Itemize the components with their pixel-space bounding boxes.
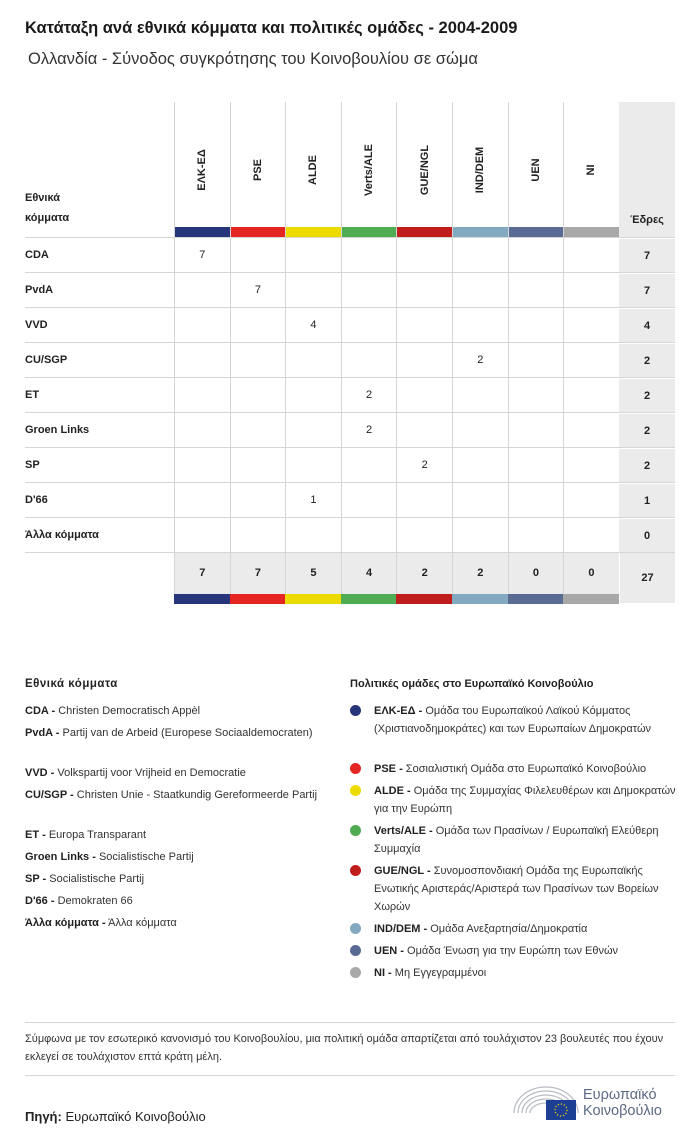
seat-cell bbox=[230, 378, 286, 413]
group-full-name: Συνομοσπονδιακή Ομάδα της Ευρωπαϊκής Ενωτικής Αριστεράς/Αριστερά των Πρασίνων των Βορείων Χωρών bbox=[374, 865, 659, 913]
totals-row bbox=[25, 552, 675, 603]
seat-cell bbox=[508, 378, 564, 413]
group-color-bar bbox=[341, 594, 397, 604]
seat-cell bbox=[452, 448, 508, 483]
group-color-dot-icon bbox=[350, 865, 361, 876]
seat-cell bbox=[508, 483, 564, 518]
seat-cell bbox=[508, 273, 564, 308]
seat-cell: 7 bbox=[230, 273, 286, 308]
row-total: 2 bbox=[619, 378, 675, 413]
group-full-name: Ομάδα του Ευρωπαϊκού Λαϊκού Κόμματος (Χριστιανοδημοκράτες) και των Ευρωπαίων Δημοκρατών bbox=[374, 705, 652, 735]
group-column-header bbox=[396, 102, 452, 237]
seat-cell: 4 bbox=[285, 308, 341, 343]
group-legend-item bbox=[374, 702, 679, 738]
group-total: 2 bbox=[452, 553, 508, 594]
group-total: 7 bbox=[230, 553, 286, 594]
group-abbr: ΕΛΚ-ΕΔ - bbox=[374, 705, 423, 717]
seat-cell bbox=[508, 518, 564, 553]
seat-cell bbox=[508, 308, 564, 343]
party-name: ET bbox=[25, 389, 40, 401]
seat-cell bbox=[230, 413, 286, 448]
seat-cell: 2 bbox=[396, 448, 452, 483]
seat-cell bbox=[341, 308, 397, 343]
group-label: ALDE bbox=[307, 155, 320, 185]
table-row bbox=[25, 342, 675, 377]
party-abbr: PvdA - bbox=[25, 727, 60, 739]
group-label: UEN bbox=[529, 158, 542, 182]
group-label: PSE bbox=[251, 158, 264, 182]
group-total: 4 bbox=[341, 553, 397, 594]
seat-cell bbox=[285, 518, 341, 553]
seat-cell bbox=[452, 308, 508, 343]
group-full-name: Ομάδα των Πρασίνων / Ευρωπαϊκή Ελεύθερη Συμμαχία bbox=[374, 825, 659, 855]
group-legend-item bbox=[374, 862, 679, 916]
seat-cell bbox=[341, 448, 397, 483]
source-value: Ευρωπαϊκό Κοινοβούλιο bbox=[65, 1109, 206, 1124]
seat-cell bbox=[508, 413, 564, 448]
row-total: 2 bbox=[619, 343, 675, 378]
seat-cell bbox=[230, 518, 286, 553]
groups-legend-heading: Πολιτικές ομάδες στο Ευρωπαϊκό Κοινοβούλιο bbox=[350, 678, 594, 690]
seats-header: Έδρες bbox=[630, 214, 664, 226]
seat-cell bbox=[452, 413, 508, 448]
seat-cell bbox=[396, 238, 452, 273]
seat-cell bbox=[396, 343, 452, 378]
party-abbr: Groen Links - bbox=[25, 851, 96, 863]
group-color-bar bbox=[509, 227, 564, 237]
page-subtitle: Ολλανδία - Σύνοδος συγκρότησης του Κοινοβουλίου σε σώμα bbox=[28, 50, 478, 68]
seat-cell bbox=[174, 518, 230, 553]
party-full-name: Christen Democratisch Appèl bbox=[58, 705, 201, 717]
seat-cell bbox=[285, 273, 341, 308]
seat-cell bbox=[174, 378, 230, 413]
group-column-header bbox=[508, 102, 564, 237]
seat-cell bbox=[396, 308, 452, 343]
group-color-dot-icon bbox=[350, 967, 361, 978]
party-name: PvdA bbox=[25, 284, 54, 296]
seat-cell bbox=[396, 378, 452, 413]
seat-cell bbox=[452, 378, 508, 413]
party-full-name: Socialistische Partij bbox=[49, 873, 145, 885]
seat-cell bbox=[396, 413, 452, 448]
seat-cell bbox=[285, 343, 341, 378]
table-row bbox=[25, 412, 675, 447]
seat-cell bbox=[563, 413, 619, 448]
seat-cell bbox=[396, 518, 452, 553]
seat-cell bbox=[174, 273, 230, 308]
group-full-name: Μη Εγγεγραμμένοι bbox=[394, 967, 487, 979]
group-color-bar bbox=[453, 227, 508, 237]
party-full-name: Europa Transparant bbox=[48, 829, 147, 841]
group-column-header bbox=[285, 102, 341, 237]
row-total: 0 bbox=[619, 518, 675, 553]
table-row bbox=[25, 237, 675, 272]
seat-cell: 2 bbox=[341, 413, 397, 448]
group-total: 0 bbox=[563, 553, 619, 594]
divider bbox=[25, 1022, 675, 1023]
party-abbr: CDA - bbox=[25, 705, 56, 717]
seat-cell bbox=[341, 483, 397, 518]
seat-cell bbox=[563, 483, 619, 518]
seat-cell bbox=[396, 273, 452, 308]
seat-cell bbox=[174, 448, 230, 483]
row-total: 4 bbox=[619, 308, 675, 343]
party-legend-item bbox=[25, 764, 325, 782]
group-abbr: NI - bbox=[374, 967, 392, 979]
party-name: Άλλα κόμματα bbox=[25, 529, 99, 541]
group-color-dot-icon bbox=[350, 785, 361, 796]
group-column-header bbox=[230, 102, 286, 237]
group-abbr: IND/DEM - bbox=[374, 923, 428, 935]
party-legend-item bbox=[25, 826, 325, 844]
seat-cell: 7 bbox=[174, 238, 230, 273]
party-abbr: ET - bbox=[25, 829, 46, 841]
seat-cell bbox=[174, 343, 230, 378]
group-color-bar bbox=[175, 227, 230, 237]
national-parties-header: Εθνικά κόμματα bbox=[25, 192, 70, 224]
group-legend-item bbox=[374, 822, 679, 858]
seat-cell bbox=[563, 273, 619, 308]
seat-cell bbox=[563, 378, 619, 413]
party-abbr: Άλλα κόμματα - bbox=[25, 917, 106, 929]
group-color-bar bbox=[342, 227, 397, 237]
group-legend-item bbox=[374, 942, 679, 960]
seat-cell bbox=[230, 238, 286, 273]
group-label: IND/DEM bbox=[474, 146, 487, 194]
grand-total: 27 bbox=[619, 553, 675, 604]
party-full-name: Volkspartij voor Vrijheid en Democratie bbox=[57, 767, 246, 779]
party-legend-item bbox=[25, 724, 325, 742]
seat-cell bbox=[341, 273, 397, 308]
group-legend-item bbox=[374, 964, 679, 982]
group-color-bar bbox=[230, 594, 286, 604]
footnote: Σύμφωνα με τον εσωτερικό κανονισμό του Κοινοβουλίου, μια πολιτική ομάδα απαρτίζεται από τουλάχιστον 23 βουλευτές που έχουν εκλεγεί σε τουλάχιστον επτά κράτη μέλη. bbox=[25, 1033, 664, 1063]
seat-cell bbox=[563, 238, 619, 273]
party-full-name: Partij van de Arbeid (Europese Sociaaldemocraten) bbox=[62, 727, 313, 739]
group-abbr: Verts/ALE - bbox=[374, 825, 433, 837]
party-abbr: VVD - bbox=[25, 767, 55, 779]
group-color-bar bbox=[564, 227, 619, 237]
seat-cell bbox=[341, 238, 397, 273]
group-total: 5 bbox=[285, 553, 341, 594]
party-abbr: SP - bbox=[25, 873, 47, 885]
seat-cell bbox=[285, 413, 341, 448]
logo-text: Ευρωπαϊκό Κοινοβούλιο bbox=[583, 1087, 662, 1119]
party-abbr: CU/SGP - bbox=[25, 789, 74, 801]
group-full-name: Ομάδα της Συμμαχίας Φιλελευθέρων και Δημοκρατών για την Ευρώπη bbox=[374, 785, 676, 815]
group-label: Verts/ALE bbox=[363, 144, 376, 196]
seat-cell bbox=[174, 413, 230, 448]
group-legend-item bbox=[374, 760, 679, 778]
group-label: ΕΛΚ-ΕΔ bbox=[196, 149, 209, 191]
group-abbr: GUE/NGL - bbox=[374, 865, 431, 877]
seat-cell bbox=[563, 308, 619, 343]
national-parties-legend-heading: Εθνικά κόμματα bbox=[25, 678, 118, 690]
group-color-bar bbox=[286, 227, 341, 237]
group-full-name: Ομάδα Ανεξαρτησία/Δημοκρατία bbox=[430, 923, 588, 935]
seat-cell bbox=[452, 483, 508, 518]
group-color-dot-icon bbox=[350, 923, 361, 934]
party-name: CDA bbox=[25, 249, 49, 261]
row-total: 1 bbox=[619, 483, 675, 518]
group-full-name: Σοσιαλιστική Ομάδα στο Ευρωπαϊκό Κοινοβούλιο bbox=[405, 763, 647, 775]
group-abbr: ALDE - bbox=[374, 785, 411, 797]
group-abbr: UEN - bbox=[374, 945, 404, 957]
table-row bbox=[25, 377, 675, 412]
group-column-header bbox=[563, 102, 619, 237]
seat-cell bbox=[174, 308, 230, 343]
page-title: Κατάταξη ανά εθνικά κόμματα και πολιτικές ομάδες - 2004-2009 bbox=[25, 19, 518, 37]
seat-cell bbox=[452, 238, 508, 273]
party-full-name: Socialistische Partij bbox=[98, 851, 194, 863]
table-row bbox=[25, 482, 675, 517]
group-color-dot-icon bbox=[350, 705, 361, 716]
group-legend-item bbox=[374, 782, 679, 818]
table-row bbox=[25, 272, 675, 307]
party-full-name: Άλλα κόμματα bbox=[108, 917, 177, 929]
party-legend-item bbox=[25, 786, 325, 804]
row-total: 7 bbox=[619, 273, 675, 308]
seat-cell: 2 bbox=[341, 378, 397, 413]
source bbox=[25, 1109, 206, 1124]
group-color-bar bbox=[563, 594, 619, 604]
seat-cell bbox=[508, 343, 564, 378]
table-row bbox=[25, 517, 675, 552]
group-color-bar bbox=[452, 594, 508, 604]
group-color-bar bbox=[508, 594, 564, 604]
seat-cell bbox=[285, 378, 341, 413]
divider bbox=[25, 1075, 675, 1076]
seat-cell bbox=[285, 238, 341, 273]
party-legend-item bbox=[25, 702, 325, 720]
party-name: Groen Links bbox=[25, 424, 90, 436]
party-name: SP bbox=[25, 459, 40, 471]
group-column-header bbox=[174, 102, 230, 237]
row-total: 2 bbox=[619, 448, 675, 483]
row-total: 7 bbox=[619, 238, 675, 273]
seat-cell bbox=[563, 518, 619, 553]
seat-cell bbox=[285, 448, 341, 483]
party-full-name: Christen Unie - Staatkundig Gereformeerde Partij bbox=[76, 789, 318, 801]
seat-cell bbox=[396, 483, 452, 518]
group-color-bar bbox=[396, 594, 452, 604]
party-full-name: Demokraten 66 bbox=[57, 895, 133, 907]
party-legend-item bbox=[25, 914, 325, 932]
seat-cell bbox=[174, 483, 230, 518]
group-color-dot-icon bbox=[350, 825, 361, 836]
table-row bbox=[25, 447, 675, 482]
group-total: 7 bbox=[174, 553, 230, 594]
group-column-header bbox=[452, 102, 508, 237]
seat-cell bbox=[341, 343, 397, 378]
source-label: Πηγή: bbox=[25, 1109, 62, 1124]
seat-cell bbox=[452, 273, 508, 308]
group-color-bar bbox=[174, 594, 230, 604]
seat-cell bbox=[230, 308, 286, 343]
seat-cell bbox=[230, 483, 286, 518]
group-color-dot-icon bbox=[350, 763, 361, 774]
seat-cell bbox=[563, 448, 619, 483]
group-total: 2 bbox=[396, 553, 452, 594]
group-label: NI bbox=[585, 164, 598, 176]
group-color-bar bbox=[285, 594, 341, 604]
seat-cell: 1 bbox=[285, 483, 341, 518]
seat-cell bbox=[452, 518, 508, 553]
seat-cell bbox=[230, 343, 286, 378]
group-color-bar bbox=[231, 227, 286, 237]
party-legend-item bbox=[25, 870, 325, 888]
seat-cell: 2 bbox=[452, 343, 508, 378]
group-color-bar bbox=[397, 227, 452, 237]
table-row bbox=[25, 307, 675, 342]
party-legend-item bbox=[25, 892, 325, 910]
seat-cell bbox=[230, 448, 286, 483]
group-full-name: Ομάδα Ένωση για την Ευρώπη των Εθνών bbox=[407, 945, 619, 957]
group-label: GUE/NGL bbox=[418, 144, 431, 196]
group-color-dot-icon bbox=[350, 945, 361, 956]
seat-cell bbox=[341, 518, 397, 553]
group-legend-item bbox=[374, 920, 679, 938]
seat-cell bbox=[563, 343, 619, 378]
group-column-header bbox=[341, 102, 397, 237]
group-abbr: PSE - bbox=[374, 763, 403, 775]
group-total: 0 bbox=[508, 553, 564, 594]
seat-cell bbox=[508, 238, 564, 273]
party-abbr: D'66 - bbox=[25, 895, 55, 907]
party-name: CU/SGP bbox=[25, 354, 68, 366]
row-total: 2 bbox=[619, 413, 675, 448]
seat-cell bbox=[508, 448, 564, 483]
party-name: D'66 bbox=[25, 494, 48, 506]
party-name: VVD bbox=[25, 319, 48, 331]
party-legend-item bbox=[25, 848, 325, 866]
